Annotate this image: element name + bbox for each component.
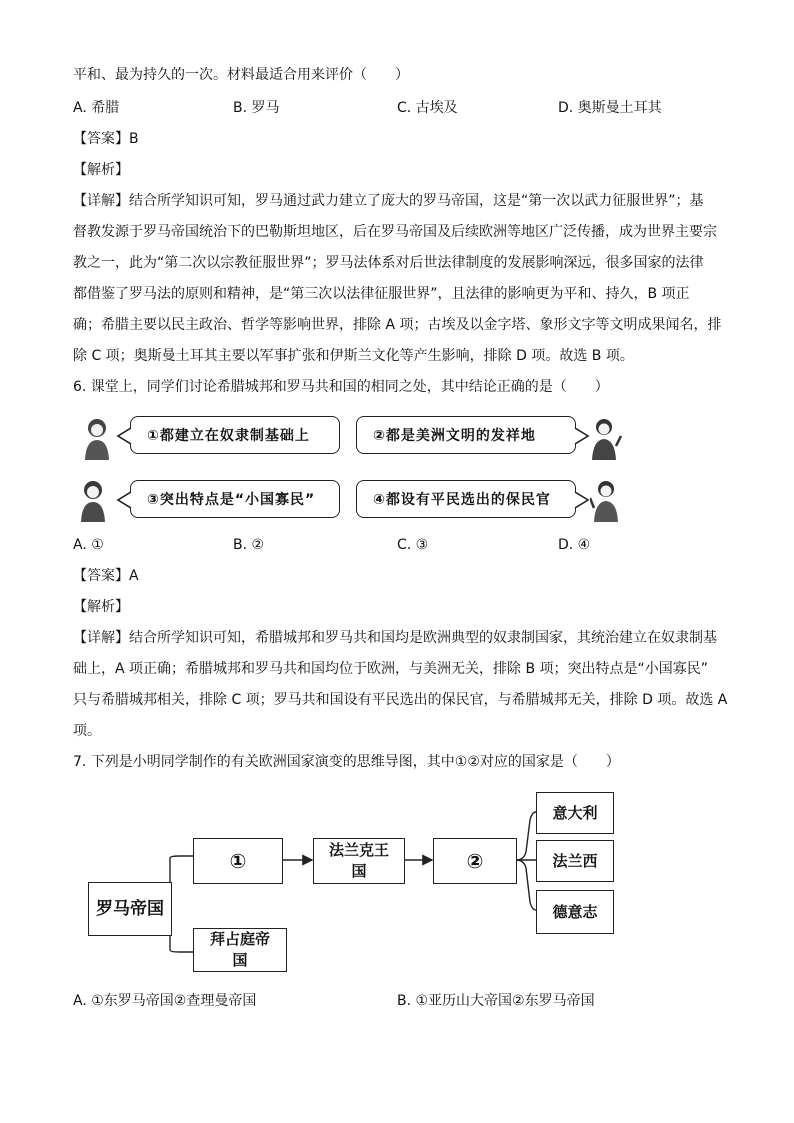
node-label: 法兰克王国 [328, 841, 389, 880]
bubble-statement-3 [130, 480, 340, 518]
student-boy-icon [76, 478, 110, 522]
bubble-text: ①都建立在奴隶制基础上 [147, 428, 310, 444]
q6-option-c: C. ③ [397, 537, 429, 553]
node-italy [536, 792, 614, 834]
node-byzantine-empire [193, 928, 287, 972]
student-girl-icon [590, 478, 624, 522]
node-label: 意大利 [552, 803, 598, 822]
bubble-text: ②都是美洲文明的发祥地 [373, 428, 536, 444]
q5-option-b: B. 罗马 [233, 100, 280, 116]
q6-answer: 【答案】A [73, 568, 139, 584]
node-blank-1 [193, 838, 283, 884]
q6-detail-line: 【详解】结合所学知识可知，希腊城邦和罗马共和国均是欧洲典型的奴隶制国家，其统治建立在奴隶制基 [73, 630, 717, 646]
node-frankish-kingdom [313, 838, 405, 884]
q6-detail-line: 项。 [73, 723, 101, 739]
q6-analysis-label: 【解析】 [73, 599, 129, 615]
q5-option-c: C. 古埃及 [397, 100, 458, 116]
node-label: 罗马帝国 [96, 898, 164, 919]
node-label: ① [229, 848, 247, 873]
q6-detail-line: 础上，A 项正确；希腊城邦和罗马共和国均位于欧洲，与美洲无关，排除 B 项；突出特点是“小国寡民” [73, 661, 709, 677]
q7-option-a: A. ①东罗马帝国②查理曼帝国 [73, 993, 257, 1009]
student-girl-icon [80, 416, 114, 460]
q6-option-a: A. ① [73, 537, 104, 553]
q5-detail-line: 【详解】结合所学知识可知，罗马通过武力建立了庞大的罗马帝国，这是“第一次以武力征服世界”；基 [73, 193, 704, 209]
q5-answer: 【答案】B [73, 131, 139, 147]
student-boy-icon [588, 416, 622, 460]
bubble-text: ③突出特点是“小国寡民” [147, 492, 316, 508]
q6-stem: 6. 课堂上，同学们讨论希腊城邦和罗马共和国的相同之处，其中结论正确的是（ ） [73, 379, 609, 395]
q6-detail-line: 只与希腊城邦相关，排除 C 项；罗马共和国设有平民选出的保民官，与希腊城邦无关，排除 D 项。故选 A [73, 692, 728, 708]
node-germany [536, 890, 614, 934]
node-roman-empire [88, 882, 172, 936]
q5-option-a: A. 希腊 [73, 100, 120, 116]
bubble-statement-1 [130, 416, 340, 454]
q5-detail-line: 除 C 项；奥斯曼土耳其主要以军事扩张和伊斯兰文化等产生影响，排除 D 项。故选 B 项。 [73, 348, 634, 364]
q5-analysis-label: 【解析】 [73, 162, 129, 178]
q5-detail-line: 教之一，此为“第二次以宗教征服世界”；罗马法体系对后世法律制度的发展影响深远，很多国家的法律 [73, 255, 704, 271]
q6-option-d: D. ④ [558, 537, 591, 553]
q5-stem-end: 平和、最为持久的一次。材料最适合用来评价（ ） [73, 67, 409, 83]
node-france [536, 840, 614, 882]
bubble-text: ④都设有平民选出的保民官 [373, 492, 551, 508]
node-label: ② [466, 848, 484, 873]
q7-option-b: B. ①亚历山大帝国②东罗马帝国 [397, 993, 595, 1009]
q7-stem: 7. 下列是小明同学制作的有关欧洲国家演变的思维导图，其中①②对应的国家是（ ） [73, 754, 620, 770]
bubble-statement-4 [356, 480, 576, 518]
node-label: 法兰西 [552, 851, 598, 870]
q5-option-d: D. 奥斯曼土耳其 [558, 100, 662, 116]
node-blank-2 [433, 838, 517, 884]
node-label: 拜占庭帝国 [209, 930, 270, 969]
q5-detail-line: 都借鉴了罗马法的原则和精神，是“第三次以法律征服世界”，且法律的影响更为平和、持久，B 项正 [73, 286, 690, 302]
node-label: 德意志 [552, 902, 598, 921]
bubble-statement-2 [356, 416, 576, 454]
q6-option-b: B. ② [233, 537, 265, 553]
q5-detail-line: 督教发源于罗马帝国统治下的巴勒斯坦地区，后在罗马帝国及后续欧洲等地区广泛传播，成为世界主要宗 [73, 224, 717, 240]
q5-detail-line: 确；希腊主要以民主政治、哲学等影响世界，排除 A 项；古埃及以金字塔、象形文字等文明成果闻名，排 [73, 317, 722, 333]
